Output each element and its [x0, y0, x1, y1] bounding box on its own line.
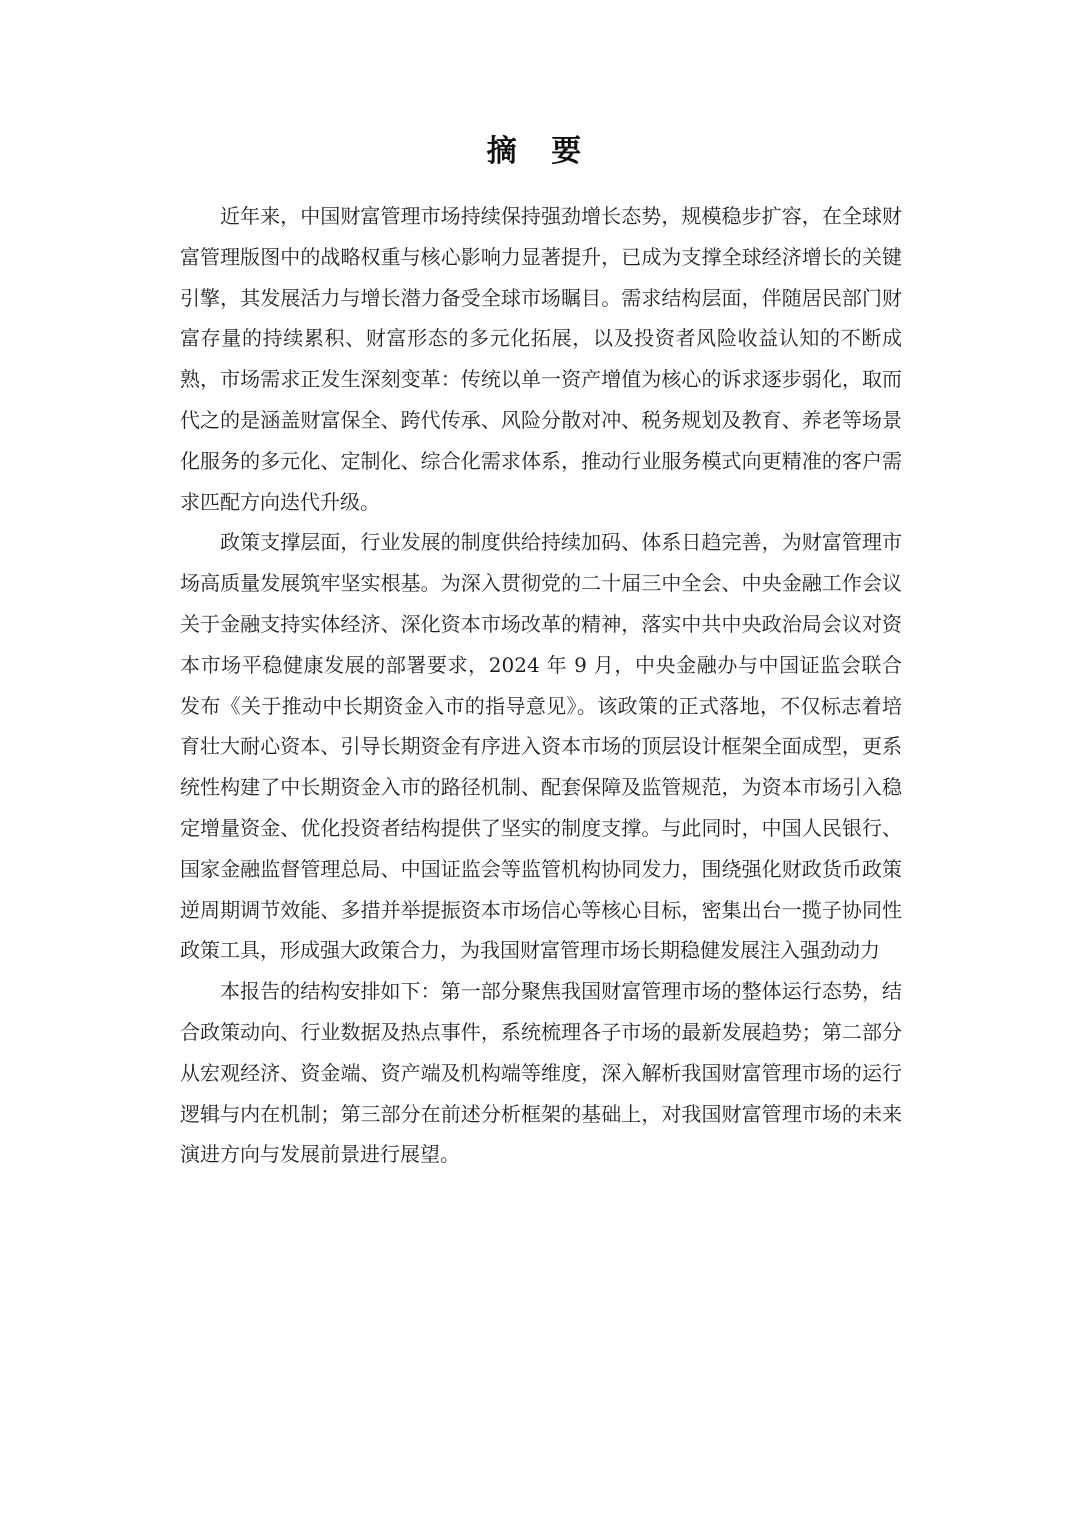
paragraph-demand: 近年来，中国财富管理市场持续保持强劲增长态势，规模稳步扩容，在全球财富管理版图中的战略权重与核心影响力显著提升，已成为支撑全球经济增长的关键引擎，其发展活力与增长潜力备受全球市场瞩目。需求结构层面，伴随居民部门财富存量的持续累积、财富形态的多元化拓展，以及投资者风险收益认知的不断成熟，市场需求正发生深刻变革：传统以单一资产增值为核心的诉求逐步弱化，取而代之的是涵盖财富保全、跨代传承、风险分散对冲、税务规划及教育、养老等场景化服务的多元化、定制化、综合化需求体系，推动行业服务模式向更精准的客户需求匹配方向迭代升级。	[180, 204, 902, 514]
page-title: 摘 要	[486, 134, 594, 169]
paragraph-structure: 本报告的结构安排如下：第一部分聚焦我国财富管理市场的整体运行态势，结合政策动向、行业数据及热点事件，系统梳理各子市场的最新发展趋势；第二部分从宏观经济、资金端、资产端及机构端等维度，深入解析我国财富管理市场的运行逻辑与内在机制；第三部分在前述分析框架的基础上，对我国财富管理市场的未来演进方向与发展前景进行展望。	[180, 979, 902, 1167]
paragraph-policy: 政策支撑层面，行业发展的制度供给持续加码、体系日趋完善，为财富管理市场高质量发展筑牢坚实根基。为深入贯彻党的二十届三中全会、中央金融工作会议关于金融支持实体经济、深化资本市场改革的精神，落实中共中央政治局会议对资本市场平稳健康发展的部署要求，2024 年 9 月，中央金融办与中国证监会联合发布《关于推动中长期资金入市的指导意见》。该政策的正式落地，不仅标志着培育壮大耐心资本、引导长期资金有序进入资本市场的顶层设计框架全面成型，更系统性构建了中长期资金入市的路径机制、配套保障及监管规范，为资本市场引入稳定增量资金、优化投资者结构提供了坚实的制度支撑。与此同时，中国人民银行、国家金融监督管理总局、中国证监会等监管机构协同发力，围绕强化财政货币政策逆周期调节效能、多措并举提振资本市场信心等核心目标，密集出台一揽子协同性政策工具，形成强大政策合力，为我国财富管理市场长期稳健发展注入强劲动力	[180, 530, 902, 963]
abstract-body	[180, 196, 902, 1175]
